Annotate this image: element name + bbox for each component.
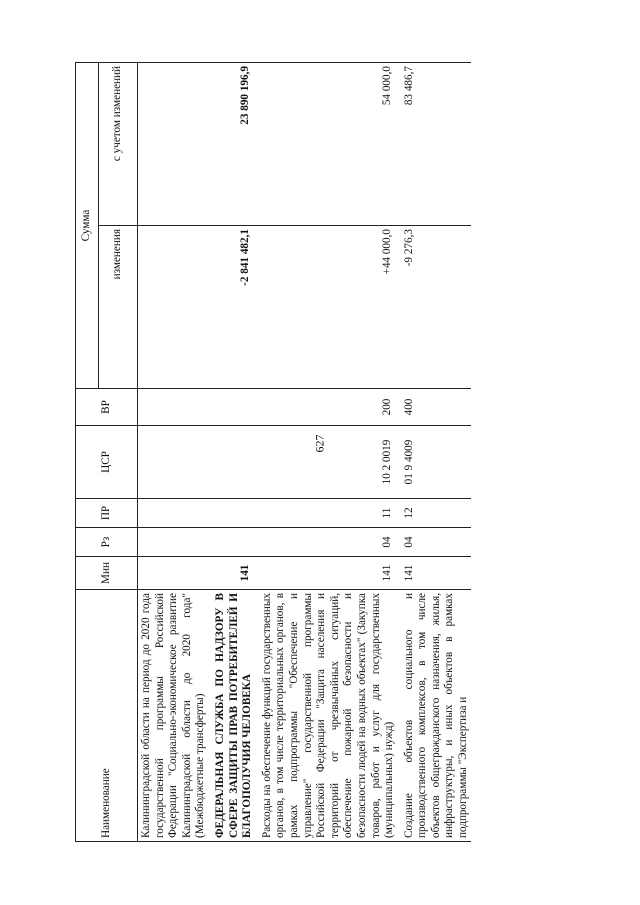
table-row — [138, 63, 208, 842]
row-pr — [208, 499, 255, 528]
row-rz: 04 — [255, 528, 397, 557]
row-vr — [138, 389, 208, 426]
row-changes: +44 000,0 — [255, 226, 397, 389]
row-rz — [208, 528, 255, 557]
header-with-changes: с учетом изменений — [99, 63, 138, 226]
row-csr — [138, 426, 208, 499]
row-name: ФЕДЕРАЛЬНАЯ СЛУЖБА ПО НАДЗОРУ В СФЕРЕ ЗАЩИТЫ ПРАВ ПОТРЕБИТЕЛЕЙ И БЛАГОПОЛУЧИЯ ЧЕЛОВЕКА — [208, 590, 255, 842]
row-name: Создание объектов социального и производственного комплексов, в том числе объектов общегражданского назначения, жилья, инфраструктуры, и иных объектов в рамках подпрограммы "Экспертиза и — [397, 590, 471, 842]
row-vr: 200 — [255, 389, 397, 426]
header-pr: ПР — [76, 499, 138, 528]
row-csr — [208, 426, 255, 499]
table-row — [208, 63, 255, 842]
row-pr — [138, 499, 208, 528]
row-min: 141 — [208, 557, 255, 590]
header-min: Мин — [76, 557, 138, 590]
row-csr: 01 9 4009 — [397, 426, 471, 499]
header-vr: ВР — [76, 389, 138, 426]
page-number: 627 — [312, 434, 327, 453]
header-rz: Рз — [76, 528, 138, 557]
budget-table-wrapper — [75, 62, 545, 842]
row-changes: -9 276,3 — [397, 226, 471, 389]
row-total — [138, 63, 208, 226]
row-min: 141 — [397, 557, 471, 590]
table-row — [397, 63, 471, 842]
row-csr: 10 2 0019 — [255, 426, 397, 499]
budget-table — [75, 62, 471, 842]
row-total: 83 486,7 — [397, 63, 471, 226]
header-sum: Сумма — [76, 63, 99, 389]
table-row — [255, 63, 397, 842]
row-pr: 11 — [255, 499, 397, 528]
header-name: Наименование — [76, 590, 138, 842]
row-total: 54 000,0 — [255, 63, 397, 226]
row-min — [138, 557, 208, 590]
row-name: Расходы на обеспечение функций государственных органов, в том числе территориальных органов, в рамках подпрограммы "Обеспечение и управление" государственной программы Российской Федерации "Защита населения и территорий от чрезвычайных ситуаций, обеспечение пожарной безопасности и безопасности людей на водных объектах" (Закупка товаров, работ и услуг для государственных (муниципальных) нужд) — [255, 590, 397, 842]
rotated-page-content — [75, 62, 545, 842]
row-vr: 400 — [397, 389, 471, 426]
row-vr — [208, 389, 255, 426]
row-rz — [138, 528, 208, 557]
header-row — [76, 63, 99, 842]
row-pr: 12 — [397, 499, 471, 528]
row-rz: 04 — [397, 528, 471, 557]
row-changes — [138, 226, 208, 389]
row-total: 23 890 196,9 — [208, 63, 255, 226]
row-min: 141 — [255, 557, 397, 590]
row-name: Калининградской области на период до 2020 года государственной программы Российской Федерации "Социально-экономическое развитие Калининградской области до 2020 года" (Межбюджетные трансферты) — [138, 590, 208, 842]
header-csr: ЦСР — [76, 426, 138, 499]
row-changes: -2 841 482,1 — [208, 226, 255, 389]
header-changes: изменения — [99, 226, 138, 389]
